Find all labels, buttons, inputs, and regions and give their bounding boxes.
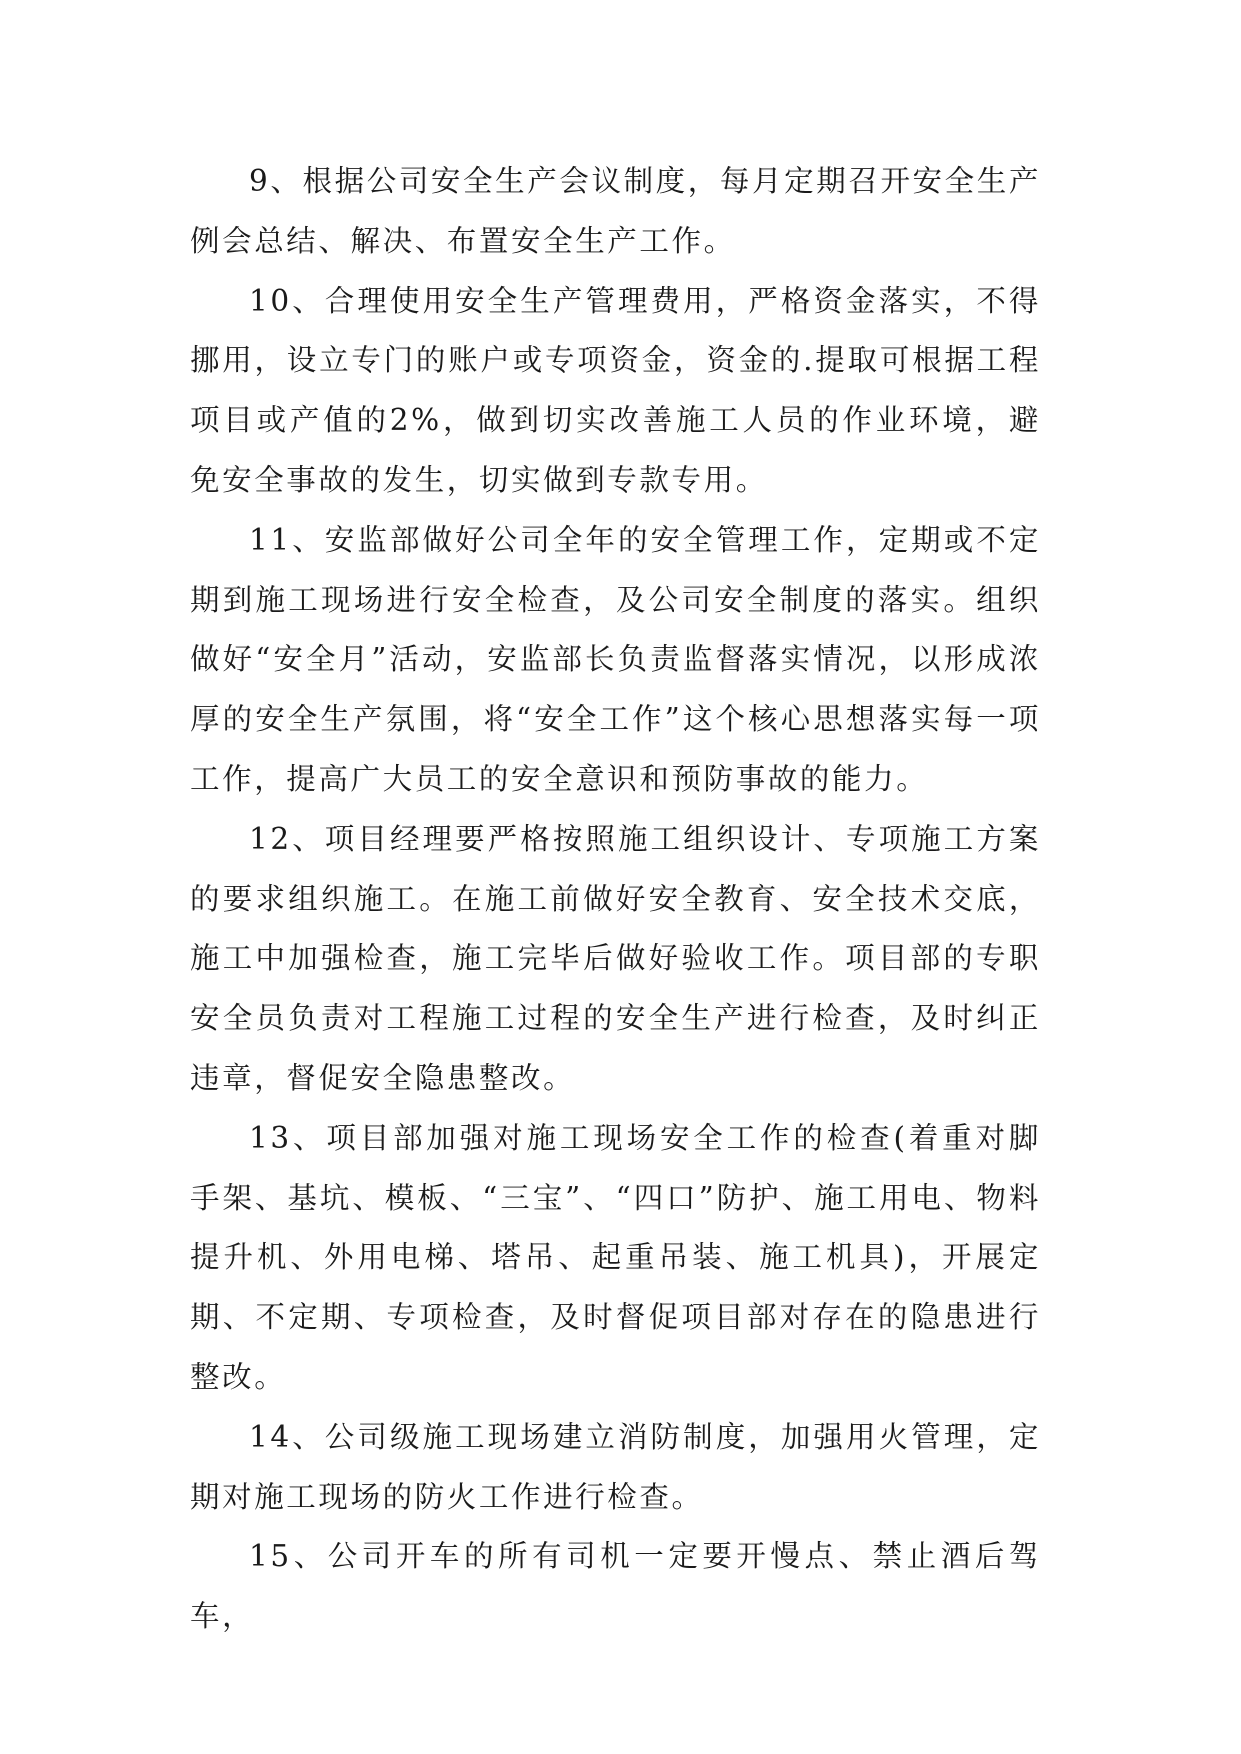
paragraph-item-11: 11、安监部做好公司全年的安全管理工作，定期或不定期到施工现场进行安全检查，及公司安全制度的落实。组织做好“安全月”活动，安监部长负责监督落实情况，以形成浓厚的安全生产氛围，将“安全工作”这个核心思想落实每一项工作，提高广大员工的安全意识和预防事故的能力。 <box>190 522 1041 796</box>
paragraph-item-15: 15、公司开车的所有司机一定要开慢点、禁止酒后驾车， <box>190 1539 1041 1634</box>
paragraph-item-10: 10、合理使用安全生产管理费用，严格资金落实，不得挪用，设立专门的账户或专项资金，资金的.提取可根据工程项目或产值的2%，做到切实改善施工人员的作业环境，避免安全事故的发生，切实做到专款专用。 <box>190 283 1041 497</box>
paragraph-item-14: 14、公司级施工现场建立消防制度，加强用火管理，定期对施工现场的防火工作进行检查。 <box>190 1419 1041 1514</box>
document-body <box>190 152 1041 1647</box>
paragraph-item-12: 12、项目经理要严格按照施工组织设计、专项施工方案的要求组织施工。在施工前做好安全教育、安全技术交底，施工中加强检查，施工完毕后做好验收工作。项目部的专职安全员负责对工程施工过程的安全生产进行检查，及时纠正违章，督促安全隐患整改。 <box>190 821 1041 1095</box>
paragraph-item-9: 9、根据公司安全生产会议制度，每月定期召开安全生产例会总结、解决、布置安全生产工作。 <box>190 164 1041 258</box>
paragraph-item-13: 13、项目部加强对施工现场安全工作的检查(着重对脚手架、基坑、模板、“三宝”、“四口”防护、施工用电、物料提升机、外用电梯、塔吊、起重吊装、施工机具)，开展定期、不定期、专项检查，及时督促项目部对存在的隐患进行整改。 <box>190 1120 1041 1394</box>
